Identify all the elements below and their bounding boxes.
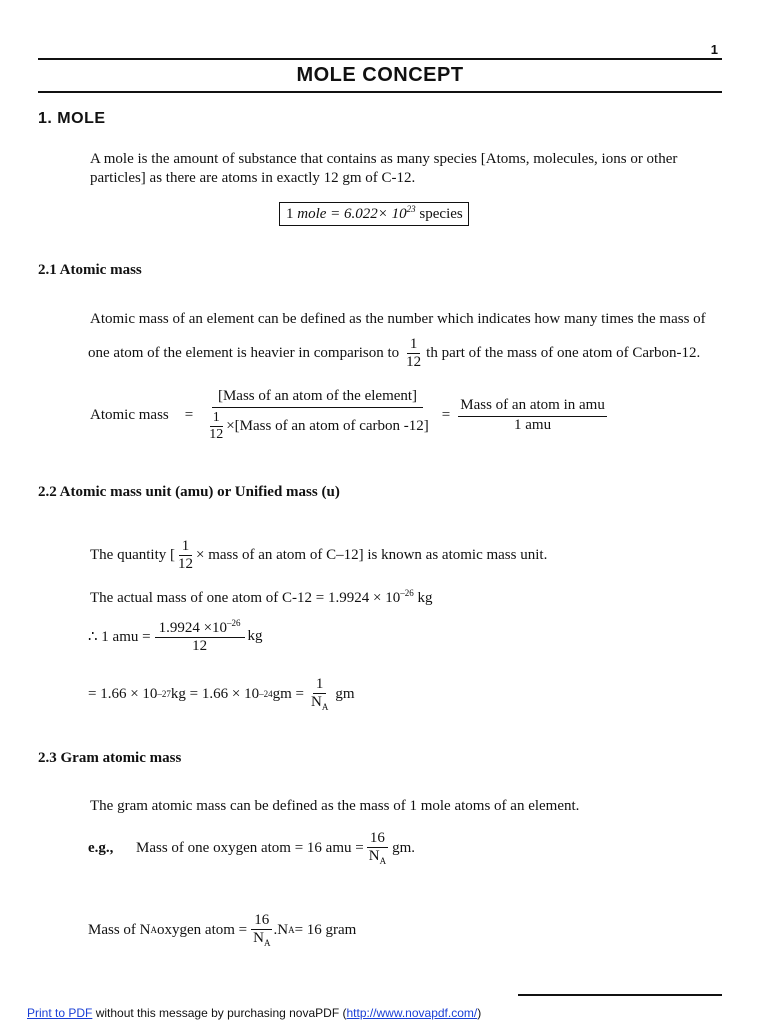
actual-exp: –26 <box>400 588 414 598</box>
amu-num-base: 1.9924 ×10 <box>158 620 228 636</box>
amu-quantity-line <box>90 538 547 574</box>
box-mole: mole <box>297 206 327 222</box>
eq-b-exp: –24 <box>259 689 273 700</box>
eq-num: 1 <box>313 676 327 694</box>
eq-a-exp: –27 <box>157 689 171 700</box>
page-number: 1 <box>710 42 718 57</box>
box-eq: = 6.022× 10 <box>326 206 407 222</box>
na-den <box>250 930 273 948</box>
eg-fraction <box>366 830 389 867</box>
eg-den-sub: A <box>379 856 387 867</box>
frac-num: 1 <box>407 336 421 354</box>
formula-den1 <box>203 408 432 443</box>
line2-pre: one atom of the element is heavier in comparison to <box>88 345 400 362</box>
page-title: MOLE CONCEPT <box>296 64 464 86</box>
formula-eq2: = <box>441 407 451 424</box>
amu-value-line <box>88 618 263 656</box>
mole-formula-box <box>279 202 469 226</box>
formula-eq: = <box>184 407 194 424</box>
formula-lhs: Atomic mass <box>90 407 169 424</box>
eq-unit: gm <box>335 685 355 702</box>
na-mult-sub: A <box>288 925 295 936</box>
header-rule-bottom <box>38 91 722 93</box>
header-rule-top <box>38 58 722 60</box>
example-line <box>88 830 415 867</box>
eg-num: 16 <box>367 830 388 848</box>
line2-post: th part of the mass of one atom of Carbon-12. <box>426 345 701 362</box>
section-heading-gram-atomic-mass: 2.3 Gram atomic mass <box>38 750 182 766</box>
novapdf-url-link[interactable]: http://www.novapdf.com/ <box>346 1006 478 1020</box>
footer-text: without this message by purchasing novaPDF ( <box>92 1006 347 1020</box>
amu-den: 12 <box>192 638 208 655</box>
amu-pre: ∴ 1 amu = <box>88 629 151 646</box>
na-num: 16 <box>251 912 272 930</box>
atomic-mass-formula <box>90 388 607 443</box>
na-fraction <box>250 912 273 949</box>
eg-label: e.g., <box>88 839 114 856</box>
actual-pre: The actual mass of one atom of C-12 = 1.9924 × 10 <box>90 590 401 606</box>
formula-fraction-1 <box>203 388 432 443</box>
box-pre: 1 <box>286 206 298 222</box>
na-den-sub: A <box>263 938 271 949</box>
amu-num-exp: –26 <box>227 618 241 628</box>
na-pre-base: Mass of N <box>88 921 151 938</box>
q-fraction <box>175 538 196 574</box>
section-heading-amu: 2.2 Atomic mass unit (amu) or Unified mass (u) <box>38 484 340 500</box>
formula-den2: 1 amu <box>514 417 552 434</box>
eq-fraction <box>308 676 331 713</box>
atomic-mass-line1: Atomic mass of an element can be defined as the number which indicates how many times the mass of <box>90 311 706 327</box>
eq-den <box>308 694 331 712</box>
eq-den-sub: A <box>321 702 329 713</box>
box-post: species <box>415 206 463 222</box>
eq-c: gm = <box>272 685 304 702</box>
q-num: 1 <box>179 538 193 556</box>
frac-den: 12 <box>406 354 422 371</box>
den-inner-fraction <box>206 410 226 443</box>
footer-rule <box>518 994 722 996</box>
actual-mass-line <box>90 584 432 608</box>
na-result: = 16 gram <box>294 921 357 938</box>
eg-den-base: N <box>368 848 380 865</box>
den-inner-den: 12 <box>209 427 224 443</box>
den-inner-num: 1 <box>210 410 223 427</box>
actual-post: kg <box>413 590 433 606</box>
atomic-mass-line2 <box>88 336 700 372</box>
amu-fraction <box>155 618 245 656</box>
eg-den <box>366 848 389 866</box>
eq-den-base: N <box>310 694 322 711</box>
mole-definition-line2: particles] as there are atoms in exactly 12 gm of C-12. <box>90 170 416 186</box>
eq-b: kg = 1.66 × 10 <box>170 685 260 702</box>
na-den-base: N <box>253 930 264 947</box>
formula-num2: Mass of an atom in amu <box>458 397 607 417</box>
eg-text: Mass of one oxygen atom = 16 amu = <box>136 839 364 856</box>
amu-num <box>155 618 245 638</box>
print-to-pdf-link[interactable]: Print to PDF <box>27 1006 93 1020</box>
fraction-one-twelfth <box>403 336 424 372</box>
mole-definition-line1: A mole is the amount of substance that contains as many species [Atoms, molecules, ions or other <box>90 151 678 167</box>
section-heading-mole: 1. MOLE <box>38 110 106 127</box>
formula-fraction-2 <box>458 397 607 435</box>
novapdf-footer <box>27 1006 481 1020</box>
na-pre-sub: A <box>150 925 157 936</box>
section-heading-atomic-mass: 2.1 Atomic mass <box>38 262 142 278</box>
q-pre: The quantity [ <box>90 547 175 564</box>
eg-unit: gm. <box>392 839 415 856</box>
q-den: 12 <box>177 556 193 573</box>
formula-num1: [Mass of an atom of the element] <box>212 388 423 408</box>
eq-a: = 1.66 × 10 <box>88 685 158 702</box>
gram-atomic-definition: The gram atomic mass can be defined as the mass of 1 mole atoms of an element. <box>90 798 580 814</box>
q-post: × mass of an atom of C–12] is known as atomic mass unit. <box>195 547 548 564</box>
den-text: ×[Mass of an atom of carbon -12] <box>226 418 429 435</box>
amu-unit: kg <box>247 628 263 645</box>
mole-definition <box>90 150 730 188</box>
na-mult-base: .N <box>273 921 289 938</box>
footer-close: ) <box>477 1006 482 1020</box>
na-pre-post: oxygen atom = <box>157 921 248 938</box>
amu-equivalent-line <box>88 676 355 713</box>
box-exp: 23 <box>406 204 416 214</box>
na-oxygen-line <box>88 912 356 949</box>
